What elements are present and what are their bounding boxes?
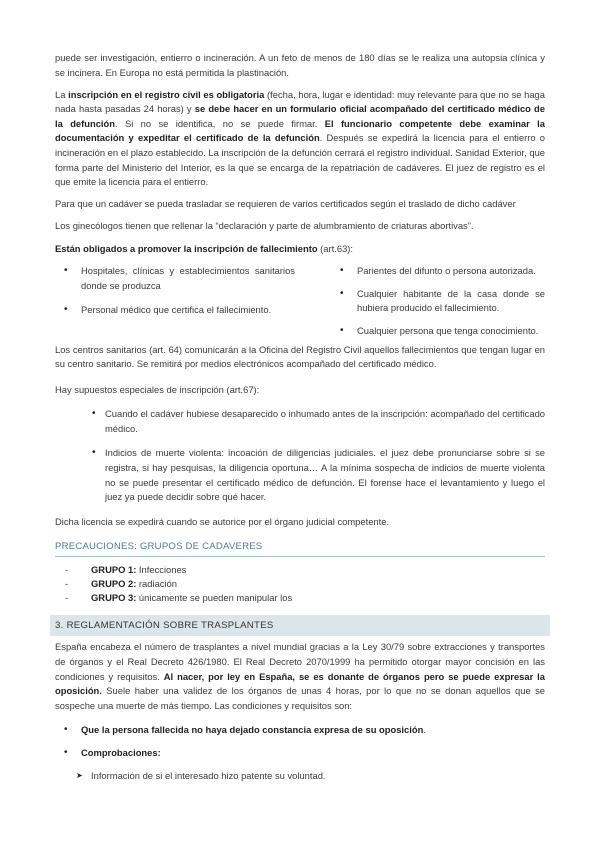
sub-list-item: ➤ Información de si el interesado hizo patente su voluntad. bbox=[55, 769, 545, 784]
paragraph: Hay supuestos especiales de inscripción (art.67): bbox=[55, 383, 260, 395]
text: radiación bbox=[136, 578, 177, 590]
list-item: • Cuando el cadáver hubiese desaparecido o inhumado antes de la inscripción: acompañado del certificado médico. bbox=[92, 407, 545, 436]
text: únicamente se pueden manipular los bbox=[136, 592, 293, 604]
condiciones-list bbox=[55, 723, 545, 760]
grupo-label: GRUPO 3: bbox=[91, 592, 137, 604]
list-item: • Parientes del difunto o persona autorizada. bbox=[340, 264, 545, 279]
list-item bbox=[55, 591, 545, 605]
text: (art.63): bbox=[317, 242, 354, 254]
bold-text: se debe hacer en un formulario oficial acompañado del certificado médico de la defunción bbox=[55, 103, 545, 129]
bold-text: Están obligados a promover la inscripción de fallecimiento bbox=[55, 242, 318, 254]
paragraph: Dicha licencia se expedirá cuando se autorice por el órgano judicial competente. bbox=[55, 515, 390, 527]
grupo-label: GRUPO 1: bbox=[91, 564, 137, 576]
bold-text: Comprobaciones: bbox=[81, 747, 161, 758]
text: . bbox=[423, 724, 426, 736]
list-item: • Hospitales, clínicas y establecimientos sanitarios donde se produzca bbox=[55, 264, 295, 293]
paragraph: Los ginecólogos tienen que rellenar la “declaración y parte de alumbramiento de criaturas abortivas”. bbox=[55, 220, 474, 232]
bold-text: Que la persona fallecida no haya dejado constancia expresa de su oposición bbox=[81, 724, 424, 736]
text: (fecha, hora, lugar e identidad: muy relevante para que no se haga nada hasta pasadas 24 horas) y bbox=[55, 88, 545, 115]
paragraph: puede ser investigación, entierro o incineración. A un feto de menos de 180 días se le realiza una autopsia clínica y se incinera. En Europa no está permitida la plastinación. bbox=[55, 52, 545, 78]
text: La bbox=[55, 88, 69, 100]
obligados-list bbox=[55, 264, 545, 340]
text: Suele haber una validez de los órganos de unas 4 horas, por lo que no se donan aquellos que se sospeche una muerte de más tiempo. Las condiciones y requisitos son: bbox=[55, 685, 545, 711]
text: . Después se expedirá la licencia para el entierro o incineración en el plazo establecido. La inscripción de la defunción cerrará el registro individual. Sanidad Exterior, que forma parte del Ministerio del Interior, es la que se encarga de la repatriación de cadáveres. El juez de registro es el que emite la licencia para el entierro. bbox=[55, 132, 545, 188]
list-item bbox=[55, 563, 545, 577]
paragraph: Para que un cadáver se pueda trasladar se requieren de varios certificados según el traslado de dicho cadáver bbox=[55, 198, 516, 210]
text: España encabeza el número de trasplantes a nivel mundial gracias a la Ley 30/79 sobre extracciones y transportes de órganos y el Real Decreto 426/1980. El Real Decreto 2070/1999 ha permitido otorgar mayor concisión en las condiciones y requisitos. bbox=[55, 641, 545, 682]
paragraph-inscripcion bbox=[55, 88, 545, 190]
section-heading-trasplantes: 3. REGLAMENTACIÓN SOBRE TRASPLANTES bbox=[50, 615, 550, 636]
obligados-left-column bbox=[55, 264, 295, 340]
especiales-list bbox=[92, 407, 545, 505]
heading-precauciones: PRECAUCIONES: GRUPOS DE CADAVERES bbox=[55, 541, 545, 557]
paragraph-obligados bbox=[55, 242, 545, 257]
list-item bbox=[55, 723, 545, 738]
grupo-label: GRUPO 2: bbox=[91, 578, 137, 590]
list-item bbox=[55, 746, 545, 761]
list-item: • Indicios de muerte violenta: incoación de diligencias judiciales. el juez debe pronunciarse sobre si se registra, si hay pesquisas, la diligencia oportuna… A la mínima sospecha de indicios de muerte violenta no se puede presentar el certificado médico de defunción. El forense hace el levantamiento y luego el juez ya puede decidir sobre qué hacer. bbox=[92, 446, 545, 504]
paragraph: Los centros sanitarios (art. 64) comunicarán a la Oficina del Registro Civil aquellos fallecimientos que tengan lugar en su centro sanitario. Se remitirá por medios electrónicos acompañado del certificado médico. bbox=[55, 343, 545, 370]
document-page bbox=[55, 51, 545, 783]
grupos-list bbox=[55, 563, 545, 605]
bold-text: inscripción en el registro civil es obligatoria bbox=[68, 88, 265, 100]
list-item: • Cualquier persona que tenga conocimiento. bbox=[340, 324, 545, 339]
list-item: • Personal médico que certifica el fallecimiento. bbox=[55, 303, 295, 318]
obligados-right-column bbox=[340, 264, 545, 340]
list-item bbox=[55, 577, 545, 591]
list-item: • Cualquier habitante de la casa donde se hubiera producido el fallecimiento. bbox=[340, 287, 545, 316]
text: . Si no se identifica, no se puede firmar. bbox=[114, 117, 325, 129]
bold-text: El funcionario competente debe examinar la documentación y expeditar el certificado de la defunción bbox=[55, 117, 545, 144]
bold-text: Al nacer, por ley en España, se es donante de órganos pero se puede expresar la oposición. bbox=[55, 670, 545, 697]
text: Infecciones bbox=[136, 564, 187, 576]
paragraph-trasplantes bbox=[55, 640, 545, 713]
